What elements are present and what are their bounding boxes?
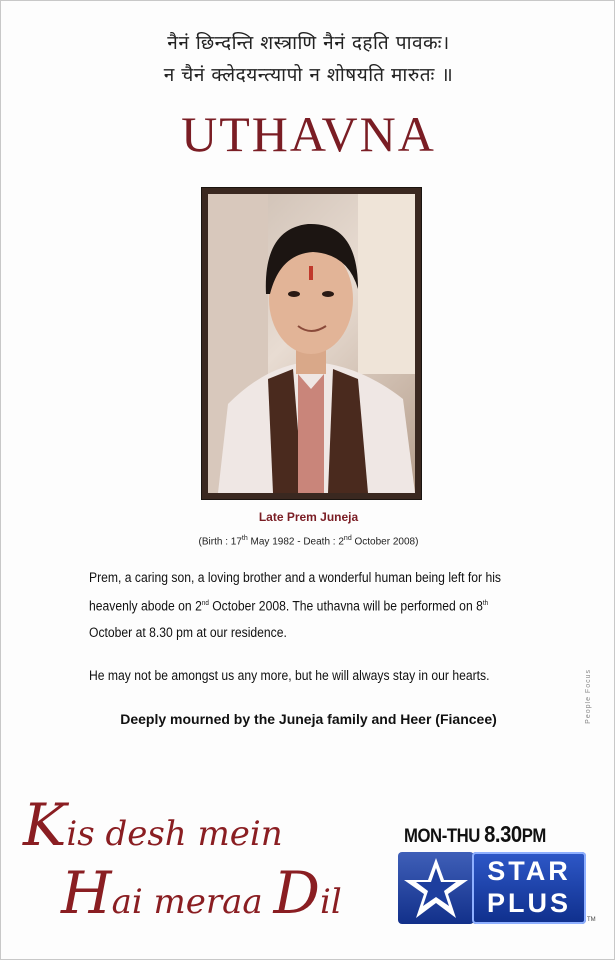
logo-word-plus: PLUS xyxy=(486,888,571,918)
star-icon xyxy=(398,852,474,924)
timing-days: MON-THU xyxy=(404,826,480,847)
para1-part3: October at 8.30 pm at our residence. xyxy=(89,624,287,640)
page-title: UTHAVNA xyxy=(181,106,436,162)
para1-part2: October 2008. The uthavna will be performed on 8 xyxy=(208,598,483,614)
timing-time: 8.30 xyxy=(484,821,522,847)
show-title-line-2 xyxy=(61,859,342,927)
para1-sup1: nd xyxy=(201,600,209,607)
portrait-illustration xyxy=(208,194,415,493)
timing-ampm: PM xyxy=(521,826,546,847)
shloka-line-1: नैनं छिन्दन्ति शस्त्राणि नैनं दहति पावकः। xyxy=(167,32,450,54)
show-cap-d: D xyxy=(273,859,321,927)
show-line2-mid: ai meraa xyxy=(111,882,274,922)
birth-suffix: th xyxy=(241,535,248,542)
announcement-paragraph xyxy=(89,565,528,646)
death-suffix: nd xyxy=(343,535,352,542)
show-cap-k: K xyxy=(23,791,67,859)
show-line1-rest: is desh mein xyxy=(66,814,283,854)
portrait-frame xyxy=(202,188,421,499)
dates-mid: May 1982 - Death : 2 xyxy=(247,536,344,548)
logo-word-star: STAR xyxy=(487,856,571,886)
shloka-line-2: न चैनं क्लेदयन्त्यापो न शोषयति मारुतः ॥ xyxy=(163,64,454,86)
dates-open: (Birth : 17 xyxy=(198,536,242,548)
photo-credit: People Focus xyxy=(585,669,592,724)
dates-close: October 2008) xyxy=(351,536,419,548)
life-dates xyxy=(1,535,615,547)
show-title-line-1 xyxy=(23,791,283,859)
trademark-mark: TM xyxy=(587,917,596,923)
portrait-photo xyxy=(208,194,415,493)
remembrance-paragraph: He may not be amongst us any more, but he will always stay in our hearts. xyxy=(89,668,490,683)
logo-text-block xyxy=(472,852,586,924)
deceased-name: Late Prem Juneja xyxy=(258,510,359,524)
star-plus-logo xyxy=(398,852,588,924)
show-line2-rest: il xyxy=(320,882,342,922)
show-cap-h: H xyxy=(61,859,112,927)
para1-part1: Prem, a caring son, a loving brother and a wonderful human being left for his heavenly abode on 2 xyxy=(89,570,501,614)
mourned-by-line: Deeply mourned by the Juneja family and Heer (Fiancee) xyxy=(120,711,497,727)
broadcast-timing xyxy=(404,821,546,848)
para1-sup2: th xyxy=(482,600,489,607)
logo-star-block xyxy=(398,852,474,924)
